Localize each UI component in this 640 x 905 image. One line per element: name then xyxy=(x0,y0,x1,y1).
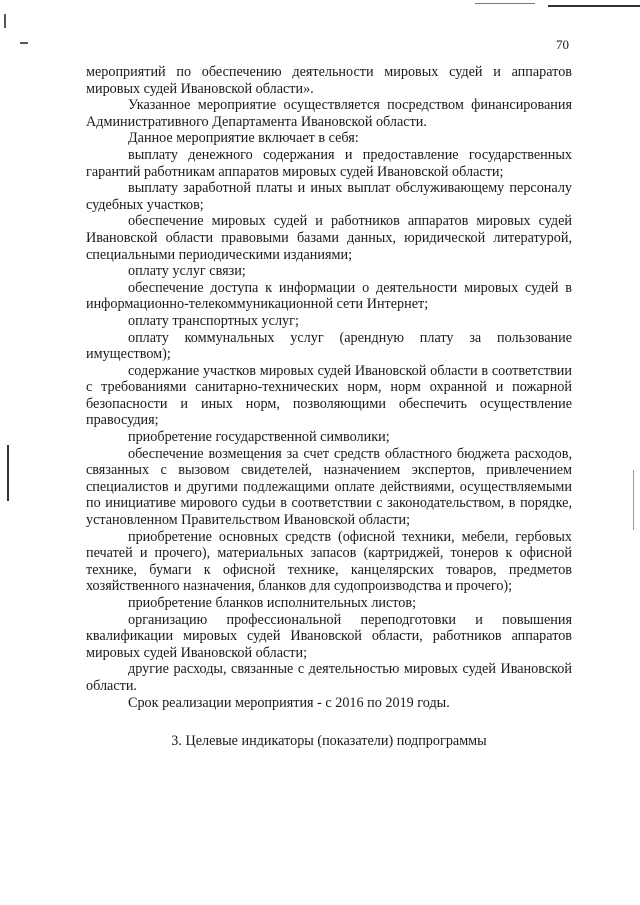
scan-artifact-top-line xyxy=(475,3,535,4)
paragraph: оплату транспортных услуг; xyxy=(128,312,299,329)
document-body xyxy=(86,64,572,750)
section-heading: 3. Целевые индикаторы (показатели) подпрограммы xyxy=(171,733,487,750)
paragraph: организацию профессиональной переподготовки и повышения квалификации мировых судей Ивановской области, работников аппаратов мировых судей Ивановской области; xyxy=(86,611,572,661)
scan-artifact-top-line xyxy=(548,5,640,7)
paragraph: приобретение основных средств (офисной техники, мебели, гербовых печатей и прочего), материальных запасов (картриджей, тонеров к офисной технике, бумаги к офисной технике, канцелярских товаров, предметов хозяйственного назначения, бланков для судопроизводства и прочего); xyxy=(86,528,572,595)
paragraph: Данное мероприятие включает в себя: xyxy=(128,130,359,147)
paragraph: другие расходы, связанные с деятельностью мировых судей Ивановской области. xyxy=(86,661,572,694)
paragraph: оплату услуг связи; xyxy=(128,263,246,280)
paragraph: мероприятий по обеспечению деятельности мировых судей и аппаратов мировых судей Ивановской области». xyxy=(86,64,572,97)
paragraph: выплату денежного содержания и предоставление государственных гарантий работникам аппаратов мировых судей Ивановской области; xyxy=(86,146,572,180)
scan-artifact-left-mark xyxy=(4,14,6,28)
paragraph: оплату коммунальных услуг (арендную плату за пользование имуществом); xyxy=(86,329,572,363)
paragraph: выплату заработной платы и иных выплат обслуживающему персоналу судебных участков; xyxy=(86,180,572,213)
paragraph: обеспечение мировых судей и работников аппаратов мировых судей Ивановской области правовыми базами данных, юридической литературой, специальными периодическими изданиями; xyxy=(86,213,572,263)
paragraph: Срок реализации мероприятия - с 2016 по 2019 годы. xyxy=(128,694,450,711)
paragraph: обеспечение возмещения за счет средств областного бюджета расходов, связанных с вызовом свидетелей, назначением экспертов, привлечением специалистов и другими подлежащими оплате действиями, осуществляемыми по инициативе мирового судьи в соответствии с законодательством, в порядке, установленном Правительством Ивановской области; xyxy=(86,445,572,529)
paragraph: содержание участков мировых судей Ивановской области в соответствии с требованиями санитарно-технических норм, норм охранной и пожарной безопасности и иных норм, позволяющими обеспечить осуществление правосудия; xyxy=(86,362,572,429)
page-number: 70 xyxy=(556,37,569,52)
scan-artifact-left-dash xyxy=(20,42,28,44)
scan-artifact-margin-line xyxy=(7,445,9,501)
paragraph: приобретение бланков исполнительных листов; xyxy=(128,595,417,611)
scan-artifact-right-edge xyxy=(633,470,634,530)
paragraph: обеспечение доступа к информации о деятельности мировых судей в информационно-телекоммуникационной сети Интернет; xyxy=(86,279,572,313)
paragraph: приобретение государственной символики; xyxy=(128,429,390,446)
paragraph: Указанное мероприятие осуществляется посредством финансирования Административного Департамента Ивановской области. xyxy=(86,97,572,130)
paragraph-list xyxy=(86,64,572,711)
